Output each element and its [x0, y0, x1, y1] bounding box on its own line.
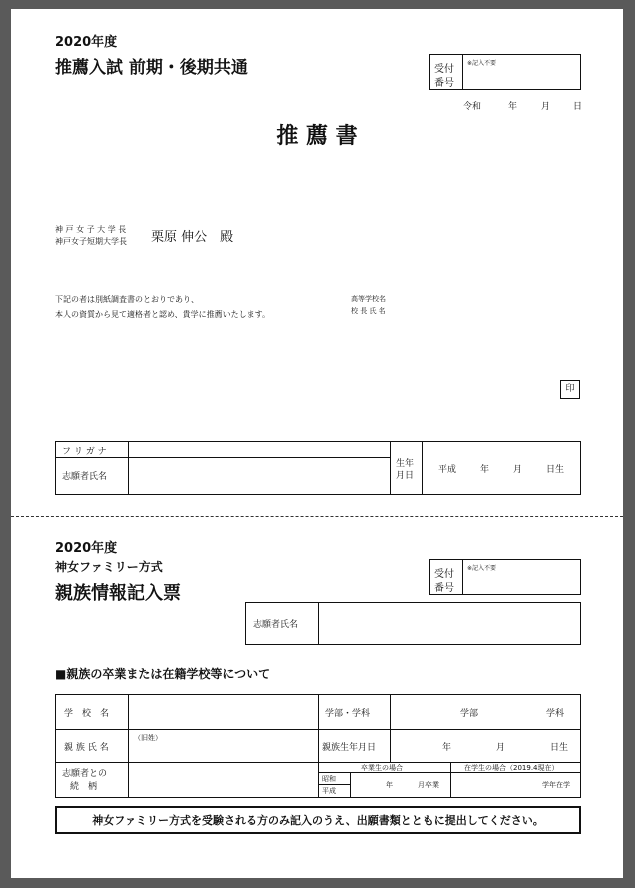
seal-box [560, 380, 580, 399]
lower-receipt-note: ※記入不要 [467, 565, 497, 572]
upper-exam-title: 推薦入試 前期・後期共通 [55, 58, 248, 78]
date-year: 年 [508, 102, 518, 112]
relative-birth-year: 年 [442, 743, 452, 753]
date-era: 令和 [463, 102, 482, 112]
date-day: 日 [573, 102, 583, 112]
department-label: 学科 [546, 709, 565, 719]
recommendation-title: 推 薦 書 [276, 124, 358, 149]
grad-month: 月卒業 [418, 781, 439, 789]
upper-year: 2020年度 [55, 35, 118, 50]
document-page [11, 9, 623, 878]
notice-box [55, 806, 581, 834]
lower-method: 神女ファミリー方式 [55, 560, 163, 574]
relative-birth-day: 日生 [550, 743, 569, 753]
birth-year: 年 [480, 465, 490, 475]
lower-receipt-label-1: 受付 [434, 569, 454, 580]
faculty-label: 学部 [460, 709, 479, 719]
relation-label-1: 志願者との [62, 769, 108, 779]
principal-name-label: 校 長 氏 名 [351, 307, 386, 315]
recipient-line-1: 神 戸 女 子 大 学 長 [55, 225, 127, 234]
date-month: 月 [541, 102, 551, 112]
recipient-name: 栗原 伸公 殿 [151, 230, 234, 245]
upper-receipt-note: ※記入不要 [467, 60, 497, 67]
school-label: 学 校 名 [64, 709, 110, 719]
grad-year: 年 [386, 781, 393, 789]
notice-text: 神女ファミリー方式を受験される方のみ記入のうえ、出願書類とともに提出してください。 [92, 814, 544, 827]
birth-label-2: 月日 [396, 471, 415, 481]
relatives-table [55, 694, 581, 798]
section-heading: ■親族の卒業または在籍学校等について [55, 667, 271, 681]
lower-applicant-box [245, 602, 581, 645]
seal-label: 印 [565, 384, 575, 394]
era-heisei: 平成 [322, 787, 336, 795]
maiden-name-label: （旧姓） [134, 734, 162, 742]
lower-title: 親族情報記入票 [55, 583, 181, 604]
enrolled-case-label: 在学生の場合（2019.4現在） [464, 764, 559, 772]
relative-birth-month: 月 [496, 743, 506, 753]
applicant-table [55, 441, 581, 495]
era-showa: 昭和 [322, 775, 336, 783]
furigana-label: フ リ ガ ナ [62, 447, 107, 457]
lower-receipt-box [429, 559, 581, 595]
relative-birth-label: 親族生年月日 [322, 743, 377, 753]
relation-label-2: 続 柄 [70, 782, 98, 792]
birth-era: 平成 [438, 465, 457, 475]
recipient-line-2: 神戸女子短期大学長 [55, 237, 127, 246]
birth-label-1: 生年 [396, 459, 415, 469]
lower-year: 2020年度 [55, 541, 118, 556]
upper-receipt-label-2: 番号 [434, 78, 454, 89]
school-name-label: 高等学校名 [351, 295, 386, 303]
graduate-case-label: 卒業生の場合 [361, 764, 403, 772]
birth-day: 日生 [546, 465, 565, 475]
dept-label: 学部・学科 [325, 709, 371, 719]
statement-line-1: 下記の者は別紙調査書のとおりであり、 [55, 295, 199, 304]
applicant-name-label: 志願者氏名 [62, 472, 108, 482]
grade-enrolled: 学年在学 [542, 781, 570, 789]
upper-receipt-label-1: 受付 [434, 64, 454, 75]
relative-name-label: 親 族 氏 名 [64, 743, 109, 753]
birth-month: 月 [513, 465, 523, 475]
statement-line-2: 本人の資質から見て適格者と認め、貴学に推薦いたします。 [55, 310, 271, 319]
lower-applicant-label: 志願者氏名 [253, 620, 299, 630]
lower-receipt-label-2: 番号 [434, 583, 454, 594]
cut-line [11, 516, 623, 517]
upper-receipt-box [429, 54, 581, 90]
